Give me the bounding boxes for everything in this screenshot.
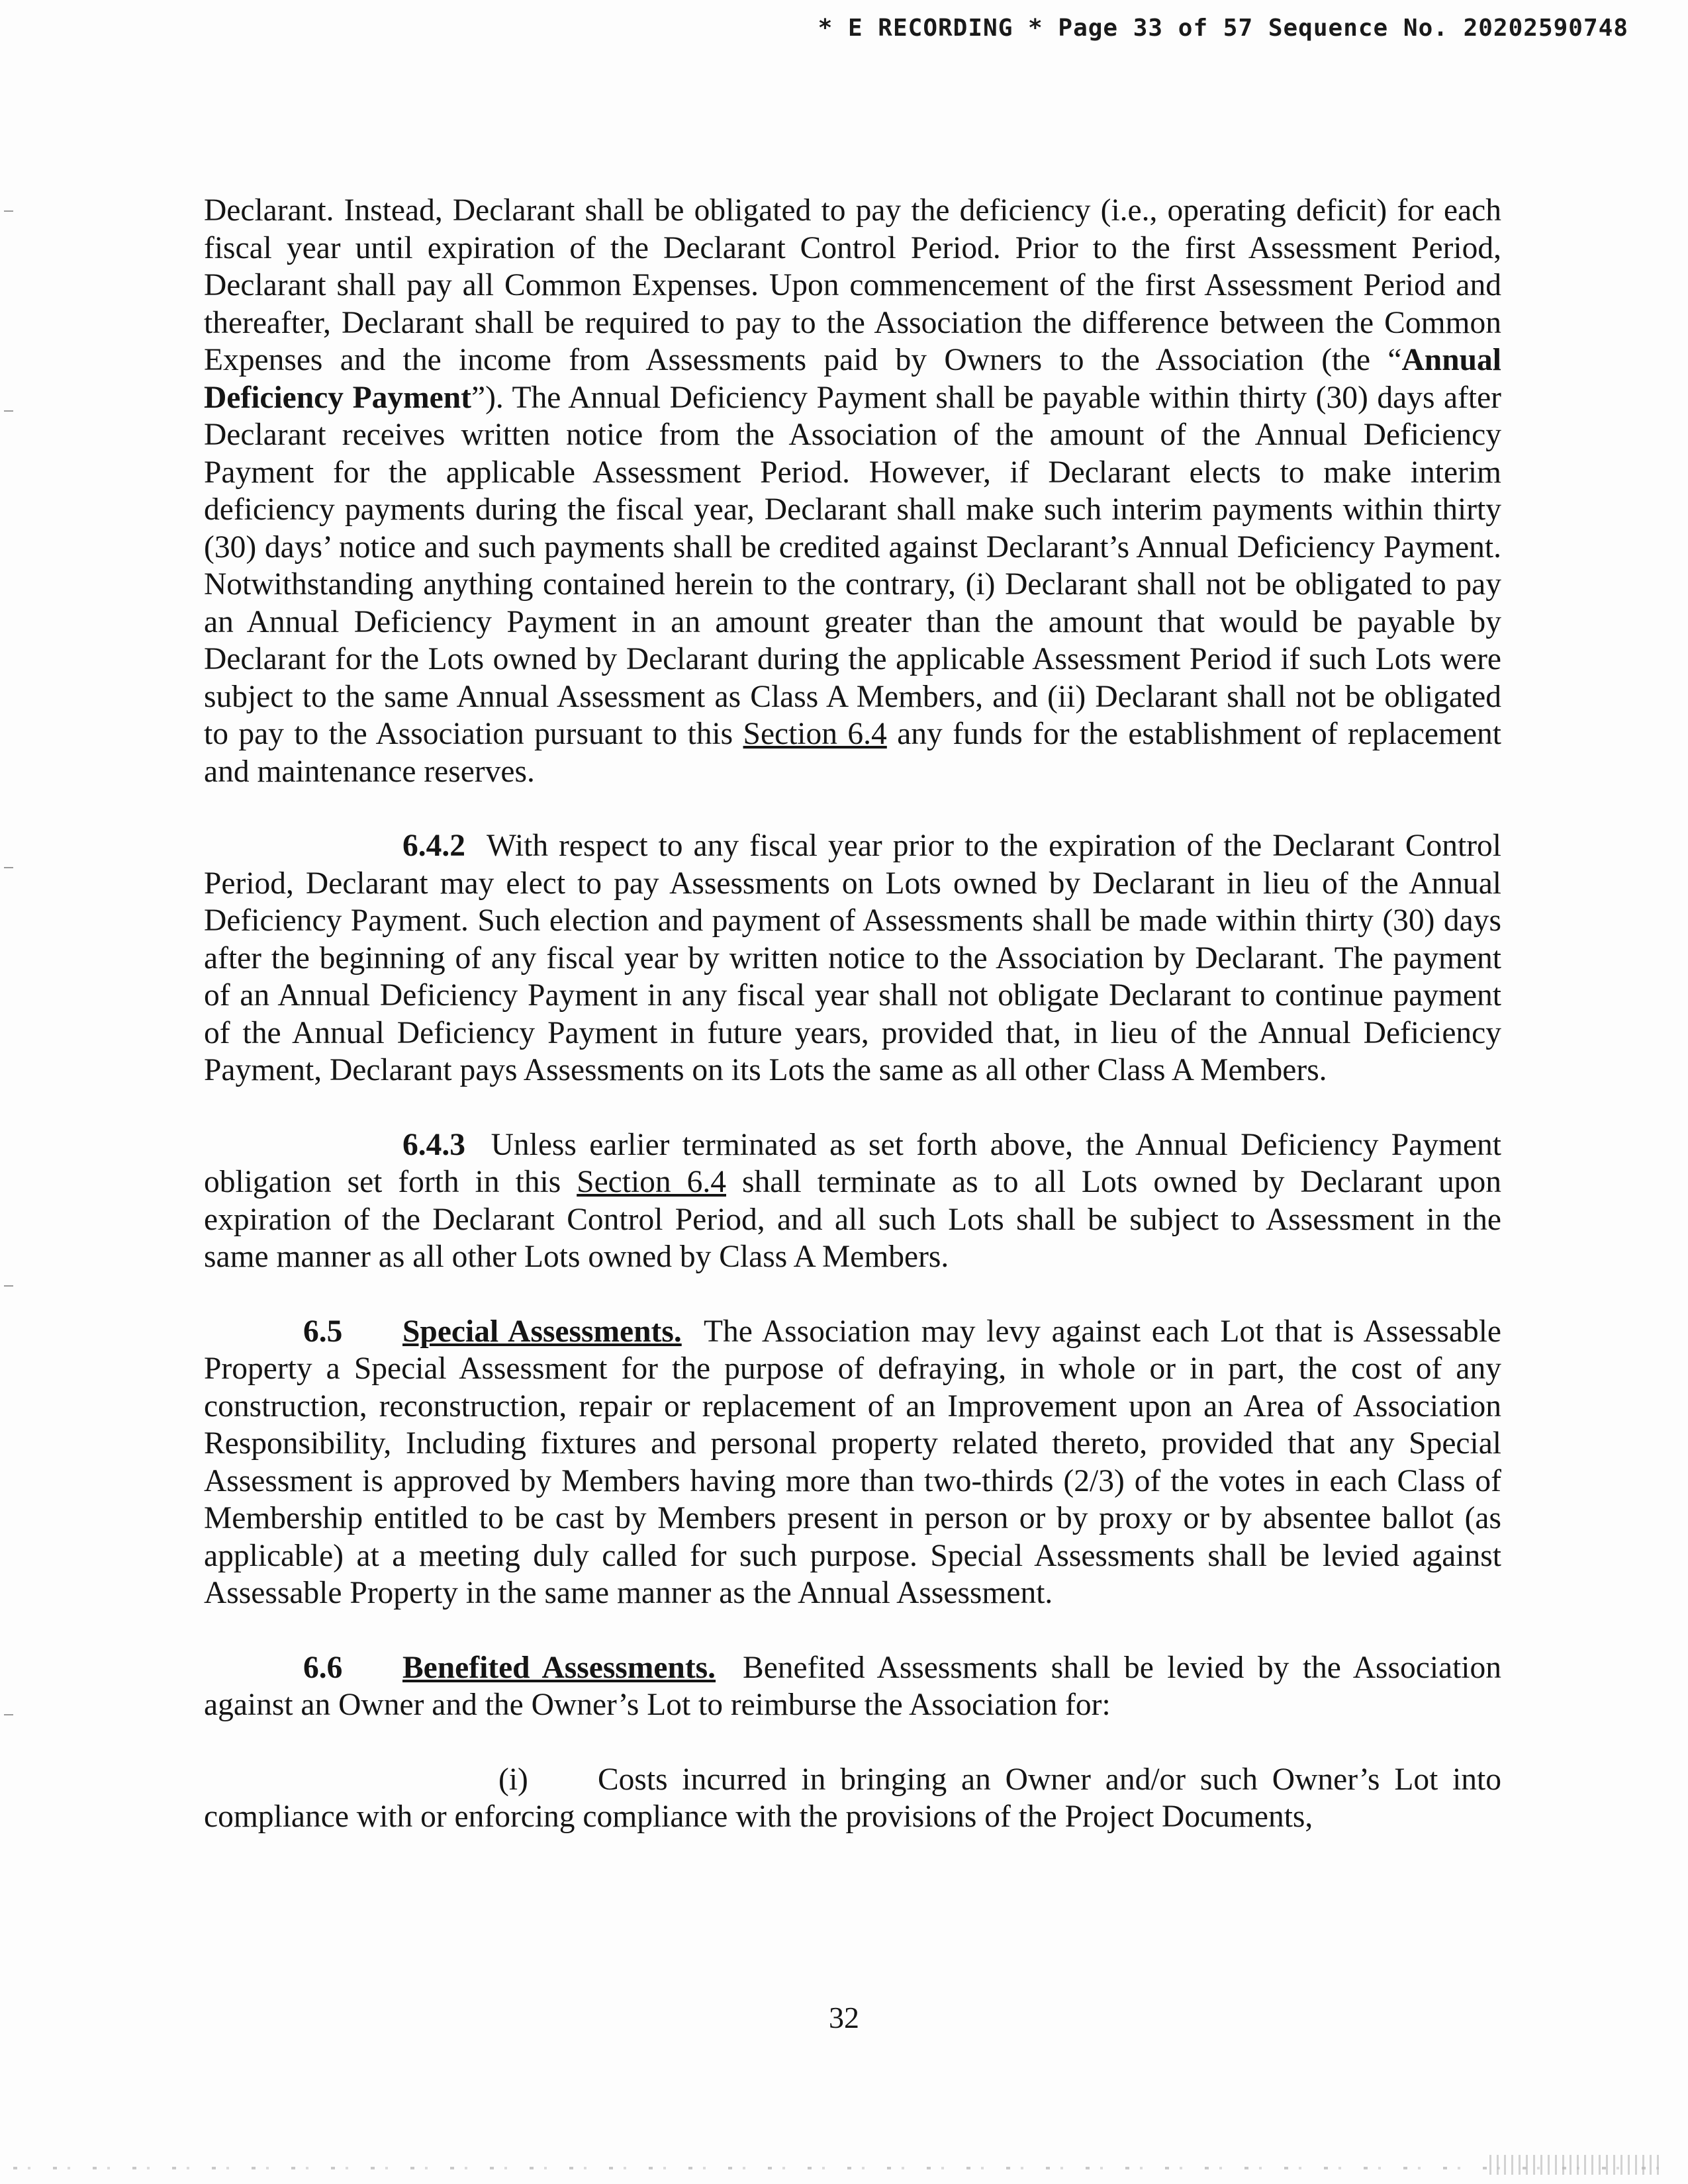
subsection-number: 6.4.3 xyxy=(402,1127,465,1162)
paragraph-text: any funds for the establishment of replacement and maintenance reserves. xyxy=(204,717,1501,789)
list-item-text: Costs incurred in bringing an Owner and/or such Owner’s Lot into compliance with or enforcing compliance with the provisions of the Project Documents, xyxy=(204,1762,1501,1834)
subsection-text: shall terminate as to all Lots owned by Declarant upon expiration of the Declarant Control Period, and all such Lots shall be subject to Assessment in the same manner as all other Lots owned by Class A Members. xyxy=(204,1165,1501,1274)
subsection-text: Unless earlier terminated as set forth above, the Annual Deficiency Payment obligation set forth in this xyxy=(204,1127,1501,1199)
section-number: 6.5 xyxy=(303,1314,343,1349)
section-6-5 xyxy=(204,1313,1501,1612)
defined-term: Annual Deficiency Payment xyxy=(204,343,1501,415)
page-number: 32 xyxy=(829,2001,859,2034)
section-title: Benefited Assessments. xyxy=(402,1650,716,1685)
paragraph-text: ”). The Annual Deficiency Payment shall be payable within thirty (30) days after Declarant receives written notice from the Association of the amount of the Annual Deficiency Payment for the applicable Assessment Period. However, if Declarant elects to make interim deficiency payments during the fiscal year, Declarant shall make such interim payments within thirty (30) days’ notice and such payments shall be credited against Declarant’s Annual Deficiency Payment. Notwithstanding anything contained herein to the contrary, (i) Declarant shall not be obligated to pay an Annual Deficiency Payment in an amount greater than the amount that would be payable by Declarant for the Lots owned by Declarant during the applicable Assessment Period if such Lots were subject to the same Annual Assessment as Class A Members, and (ii) Declarant shall not be obligated to pay to the Association pursuant to this xyxy=(204,380,1502,751)
section-text: Benefited Assessments shall be levied by the Association against an Owner and the Owner’s Lot to reimburse the Association for: xyxy=(204,1650,1501,1722)
section-title: Special Assessments. xyxy=(402,1314,682,1349)
section-text: The Association may levy against each Lot that is Assessable Property a Special Assessment for the purpose of defraying, in whole or in part, the cost of any construction, reconstruction, repair or replacement of an Improvement upon an Area of Association Responsibility, Including fixtures and personal property related thereto, provided that any Special Assessment is approved by Members having more than two-thirds (2/3) of the votes in each Class of Membership entitled to be cast by Members present in person or by proxy or by absentee ballot (as applicable) at a meeting duly called for such purpose. Special Assessments shall be levied against Assessable Property in the same manner as the Annual Assessment. xyxy=(204,1314,1501,1610)
section-number: 6.6 xyxy=(303,1650,343,1685)
paragraph-continuation xyxy=(204,192,1501,790)
scan-edge-noise xyxy=(1489,2155,1662,2175)
subsection-text: With respect to any fiscal year prior to the expiration of the Declarant Control Period, Declarant may elect to pay Assessments on Lots owned by Declarant in lieu of the Annual Deficiency Payment. Such election and payment of Assessments shall be made within thirty (30) days after the beginning of any fiscal year by written notice to the Association by Declarant. The payment of an Annual Deficiency Payment in any fiscal year shall not obligate Declarant to continue payment of the Annual Deficiency Payment in future years, provided that, in lieu of the Annual Deficiency Payment, Declarant pays Assessments on its Lots the same as all other Class A Members. xyxy=(204,829,1502,1087)
section-cross-reference: Section 6.4 xyxy=(743,717,887,751)
list-item-number: (i) xyxy=(498,1762,528,1797)
subsection-6-4-3 xyxy=(204,1126,1501,1276)
section-cross-reference: Section 6.4 xyxy=(577,1165,726,1199)
subsection-6-4-2 xyxy=(204,827,1501,1089)
scan-margin-mark xyxy=(4,1285,13,1287)
scan-edge-noise xyxy=(13,2167,1675,2169)
paragraph-text: Declarant. Instead, Declarant shall be obligated to pay the deficiency (i.e., operating deficit) for each fiscal year until expiration of the Declarant Control Period. Prior to the first Assessment Period, Declarant shall pay all Common Expenses. Upon commencement of the first Assessment Period and thereafter, Declarant shall be required to pay to the Association the difference between the Common Expenses and the income from Assessments paid by Owners to the Association (the “ xyxy=(204,193,1501,377)
section-6-6 xyxy=(204,1649,1501,1724)
scan-margin-mark xyxy=(4,1714,13,1715)
scan-margin-mark xyxy=(4,867,13,868)
document-body xyxy=(204,192,1501,1873)
recording-header: * E RECORDING * Page 33 of 57 Sequence No. 20202590748 xyxy=(818,15,1628,42)
scan-margin-mark xyxy=(4,410,13,412)
scan-margin-mark xyxy=(4,210,13,212)
list-item-i xyxy=(204,1761,1501,1836)
subsection-number: 6.4.2 xyxy=(402,829,465,863)
